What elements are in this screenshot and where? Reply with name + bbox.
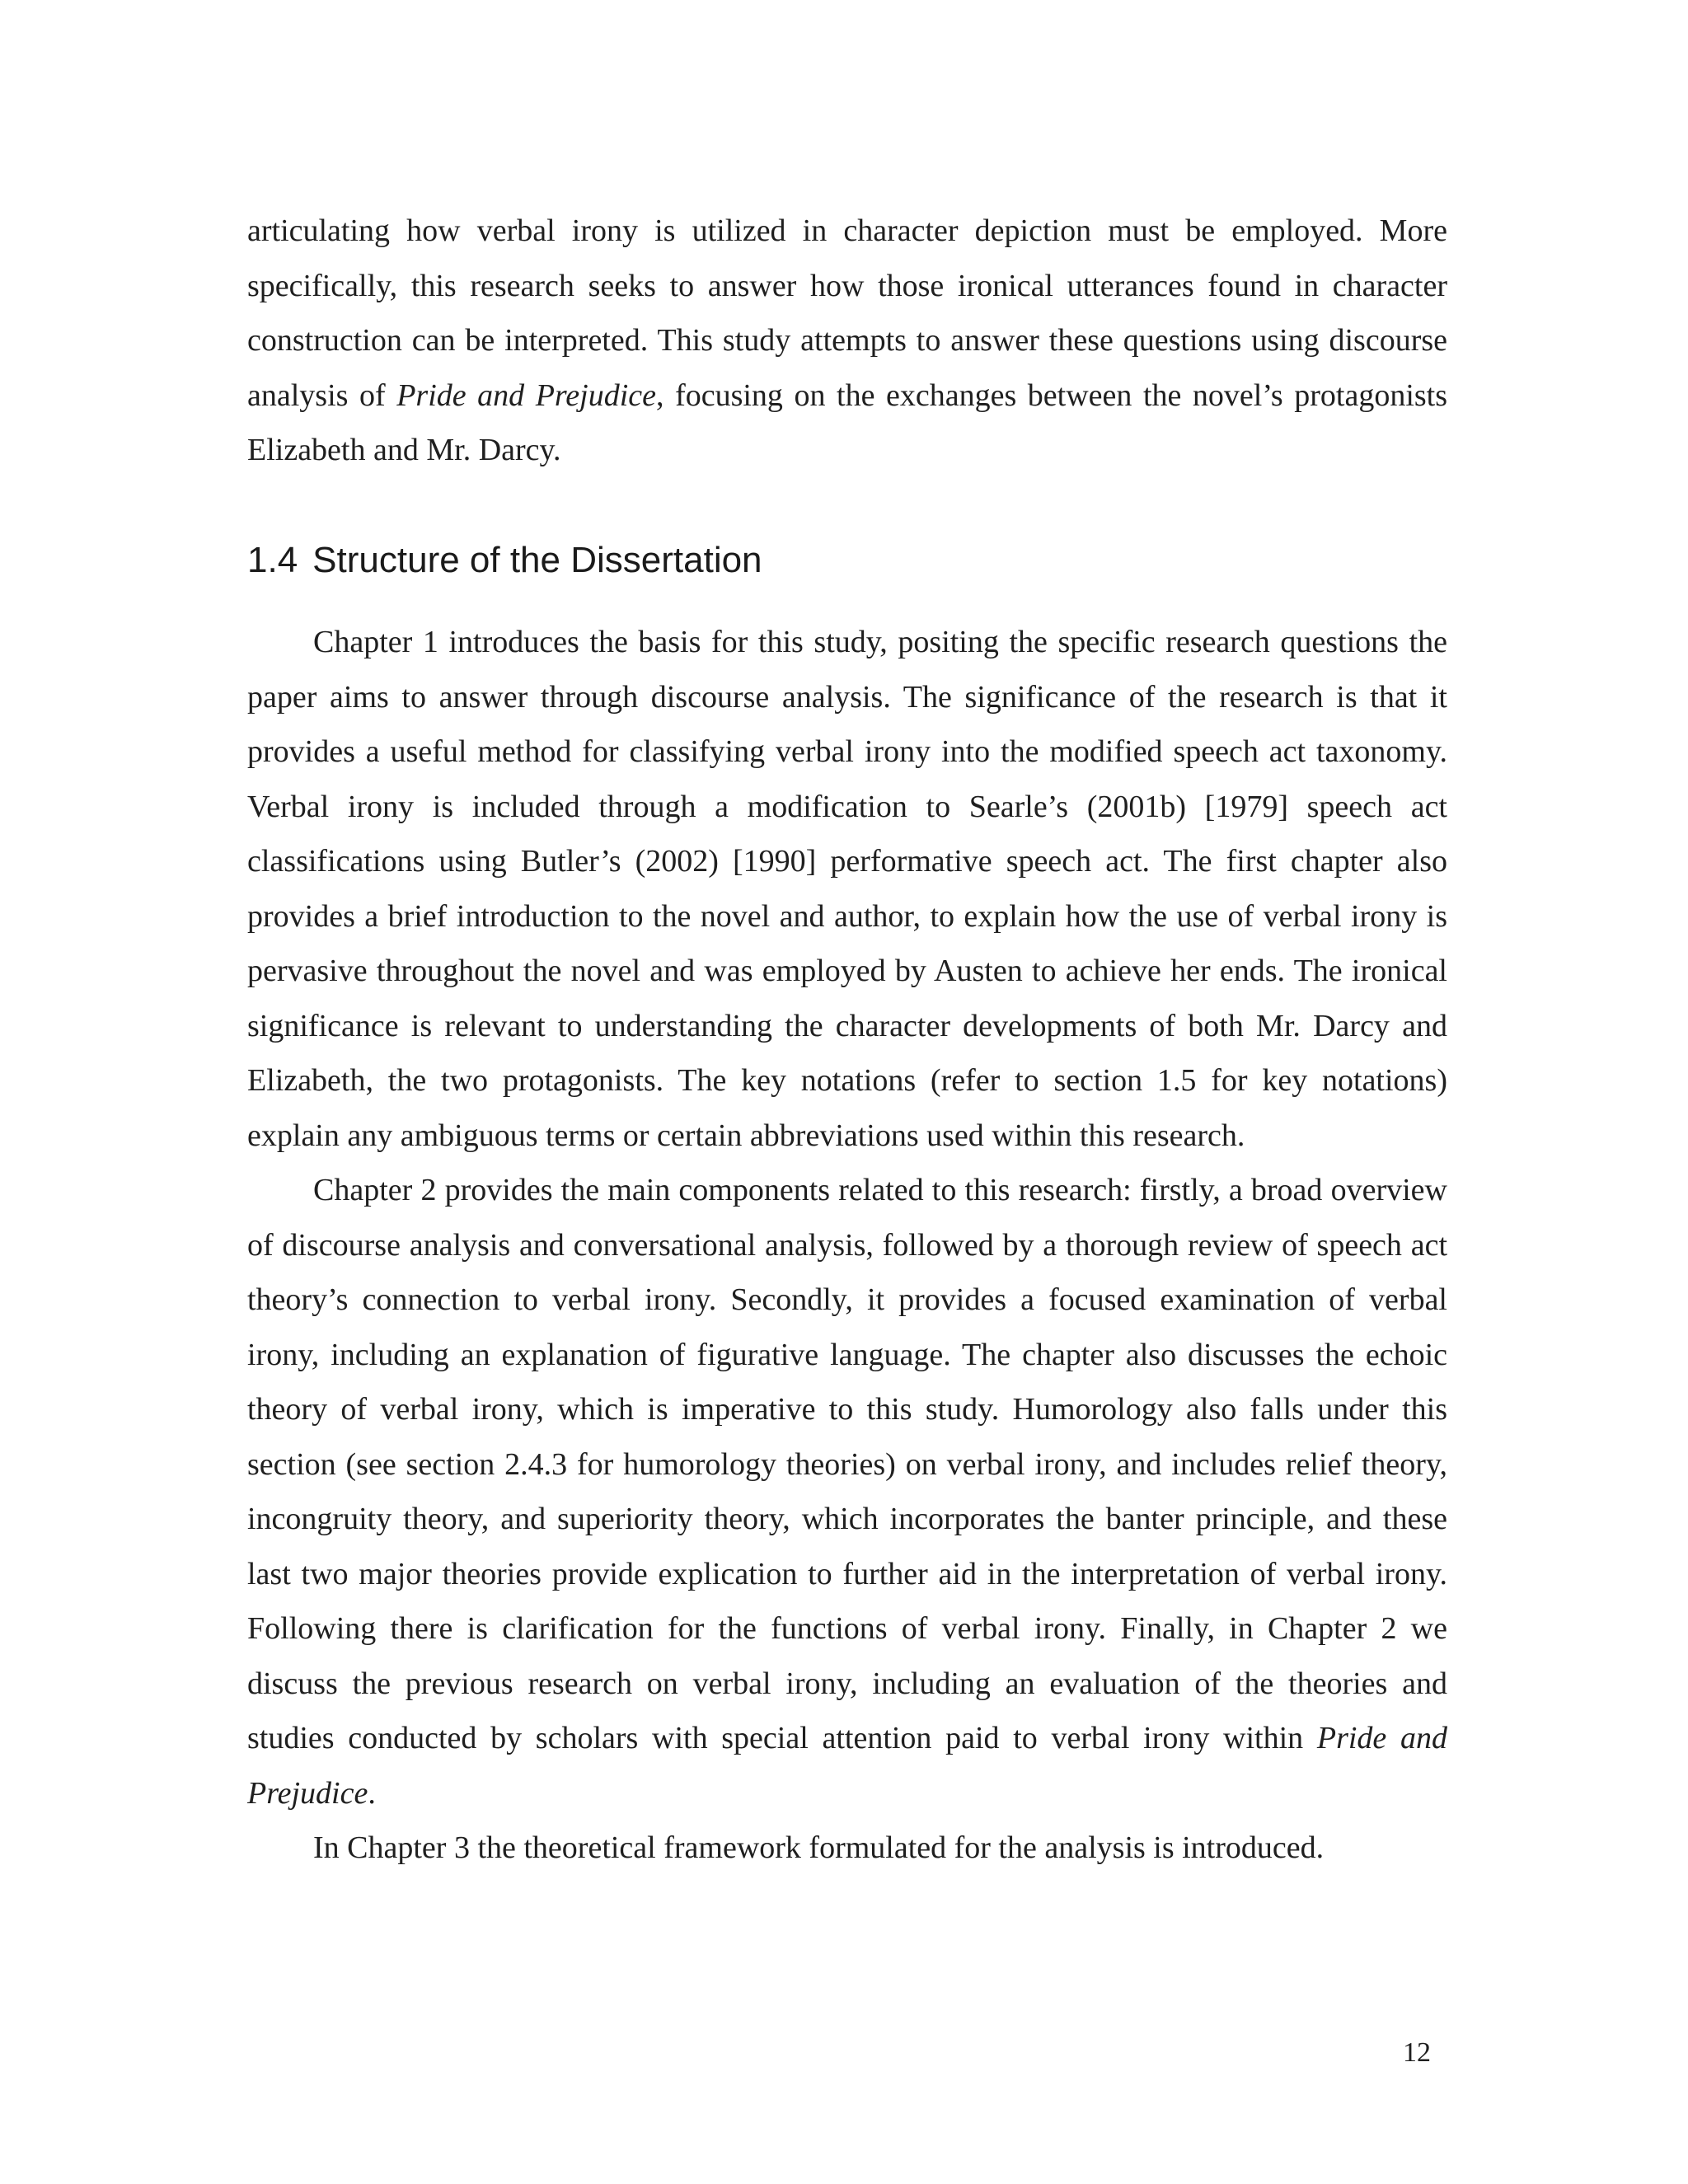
paragraph-text-part: . [368, 1775, 376, 1811]
section-heading [247, 540, 762, 581]
book-title-italic: Pride and Prejudice [247, 1721, 1447, 1811]
paragraph-chapter-3: In Chapter 3 the theoretical framework formulated for the analysis is introduced. [313, 1830, 1325, 1865]
book-title-italic: Pride and Prejudice [396, 377, 657, 413]
paragraph-text [247, 204, 1447, 478]
paragraph-chapter-2 [247, 1163, 1447, 1821]
section-title: Structure of the Dissertation [312, 540, 762, 580]
section-body [247, 615, 1447, 1876]
paragraph-text-part: Chapter 2 provides the main components related to this research: firstly, a broad overview of discourse analysis and conversational analysis, followed by a thorough review of speech act theory’s connection to verbal irony. Secondly, it provides a focused examination of verbal irony, including an explanation of figurative language. The chapter also discusses the echoic theory of verbal irony, which is imperative to this study. Humorology also falls under this section (see section 2.4.3 for humorology theories) on verbal irony, and includes relief theory, incongruity theory, and superiority theory, which incorporates the banter principle, and these last two major theories provide explication to further aid in the interpretation of verbal irony. Following there is clarification for the functions of verbal irony. Finally, in Chapter 2 we discuss the previous research on verbal irony, including an evaluation of the theories and studies conducted by scholars with special attention paid to verbal irony within [247, 1173, 1447, 1755]
paragraph-text-part: , focusing on the exchanges between the novel’s protagonists Elizabeth and Mr. Darcy. [247, 377, 1448, 467]
section-number: 1.4 [247, 540, 298, 580]
paragraph-text-part: articulating how verbal irony is utilized in character depiction must be employed. More specifically, this research seeks to answer how those ironical utterances found in character construction can be interpreted. This study attempts to answer these questions using discourse analysis of [247, 213, 1447, 413]
continued-paragraph [247, 204, 1447, 478]
paragraph-chapter-1: Chapter 1 introduces the basis for this study, positing the specific research questions the paper aims to answer through discourse analysis. The significance of the research is that it provides a useful method for classifying verbal irony into the modified speech act taxonomy. Verbal irony is included through a modification to Searle’s (2001b) [1979] speech act classifications using Butler’s (2002) [1990] performative speech act. The first chapter also provides a brief introduction to the novel and author, to explain how the use of verbal irony is pervasive throughout the novel and was employed by Austen to achieve her ends. The ironical significance is relevant to understanding the character developments of both Mr. Darcy and Elizabeth, the two protagonists. The key notations (refer to section 1.5 for key notations) explain any ambiguous terms or certain abbreviations used within this research. [247, 625, 1447, 1153]
page-number: 12 [1403, 2037, 1431, 2068]
